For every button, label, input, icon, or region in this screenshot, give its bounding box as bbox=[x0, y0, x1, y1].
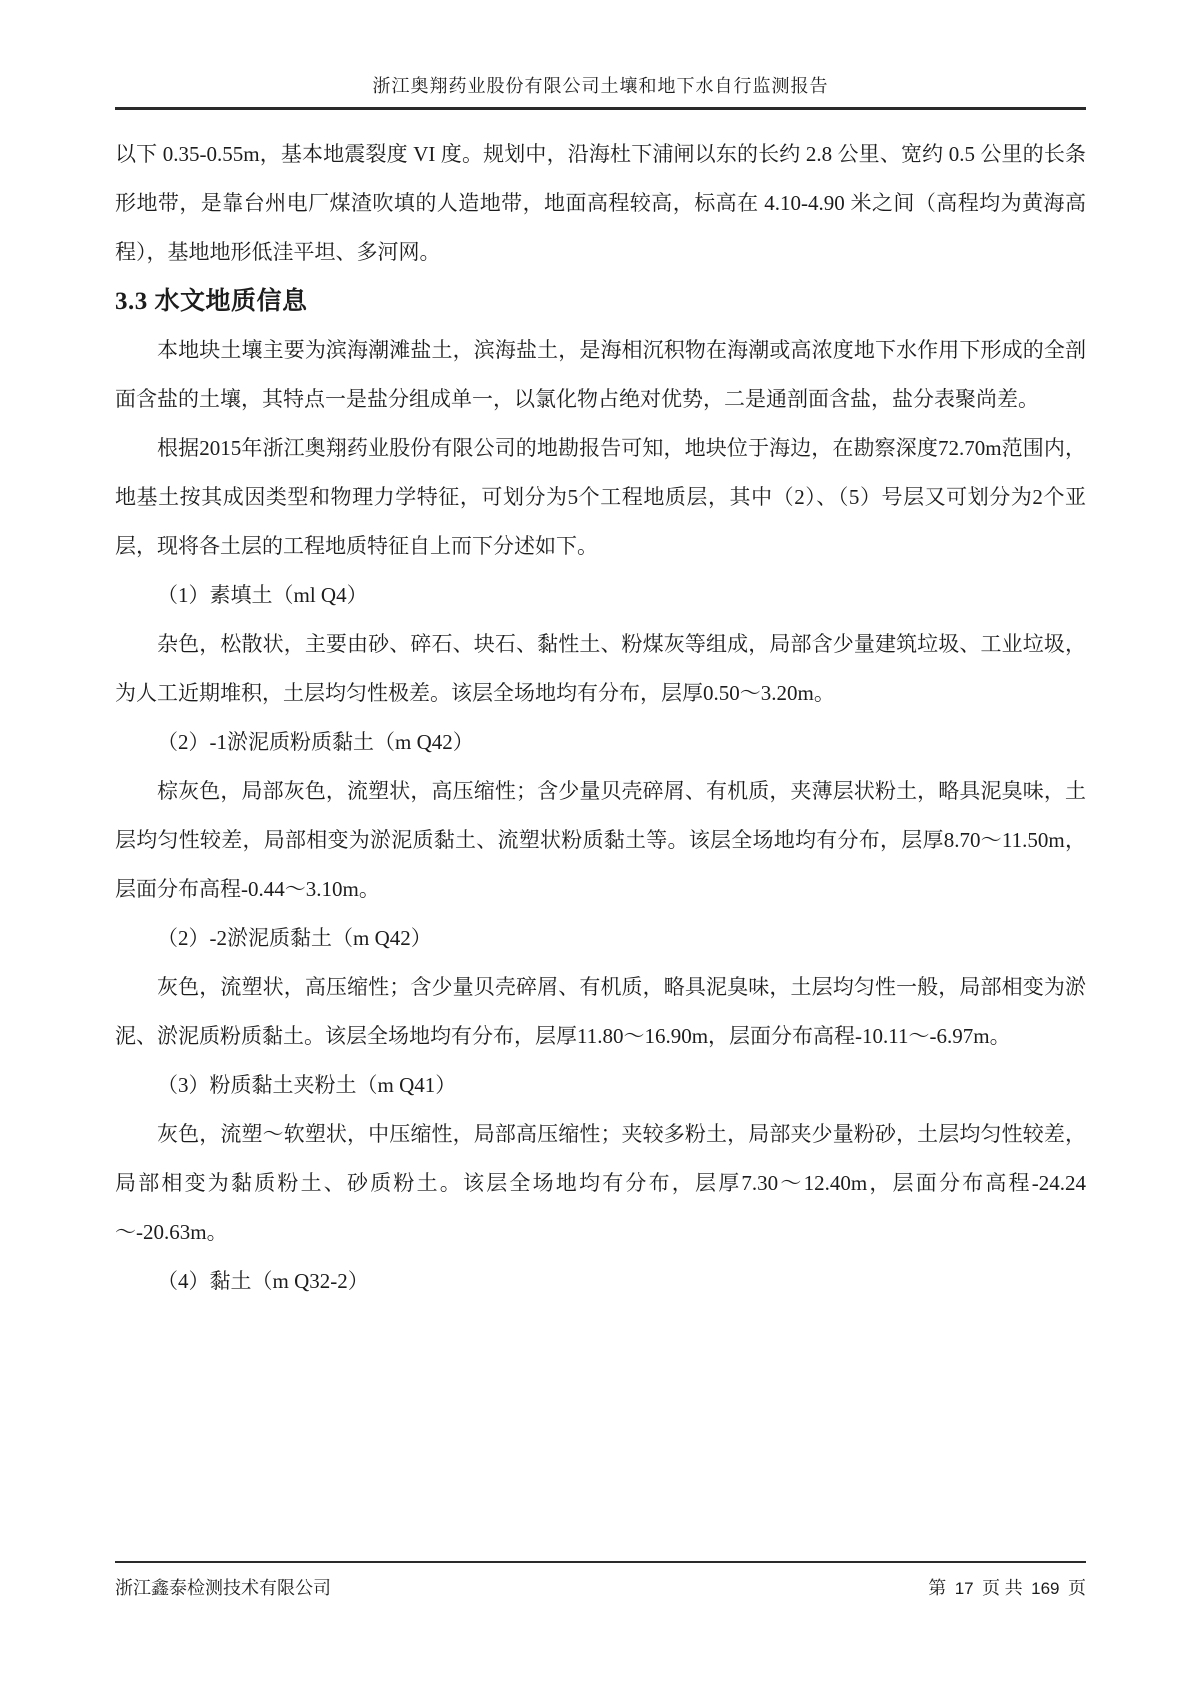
layer-heading-2-1: （2）-1淤泥质粉质黏土（m Q42） bbox=[157, 730, 474, 754]
page-footer bbox=[115, 1574, 1086, 1600]
footer-divider bbox=[115, 1561, 1086, 1563]
page-label-middle: 页 共 bbox=[982, 1578, 1023, 1598]
footer-company-name: 浙江鑫泰检测技术有限公司 bbox=[115, 1578, 331, 1598]
intro-paragraph: 以下 0.35-0.55m，基本地震裂度 VI 度。规划中，沿海杜下浦闸以东的长约 2.8 公里、宽约 0.5 公里的长条形地带，是靠台州电厂煤渣吹填的人造地带，地面高程较高，标高在 4.10-4.90 米之间（高程均为黄海高程），基地地形低洼平坦、多河网。 bbox=[115, 142, 1086, 264]
layer-description-3: 灰色，流塑～软塑状，中压缩性，局部高压缩性；夹较多粉土，局部夹少量粉砂，土层均匀性较差，局部相变为黏质粉土、砂质粉土。该层全场地均有分布，层厚7.30～12.40m，层面分布高程-24.24～-20.63m。 bbox=[115, 1122, 1086, 1244]
layer-heading-3: （3）粉质黏土夹粉土（m Q41） bbox=[157, 1073, 457, 1097]
layer-description-1: 杂色，松散状，主要由砂、碎石、块石、黏性土、粉煤灰等组成，局部含少量建筑垃圾、工业垃圾，为人工近期堆积，土层均匀性极差。该层全场地均有分布，层厚0.50～3.20m。 bbox=[115, 632, 1086, 705]
layer-description-2-2: 灰色，流塑状，高压缩性；含少量贝壳碎屑、有机质，略具泥臭味，土层均匀性一般，局部相变为淤泥、淤泥质粉质黏土。该层全场地均有分布，层厚11.80～16.90m，层面分布高程-10.11～-6.97m。 bbox=[115, 975, 1086, 1048]
layer-heading-1: （1）素填土（ml Q4） bbox=[157, 583, 368, 607]
section-heading: 3.3 水文地质信息 bbox=[115, 288, 308, 315]
layer-description-2-1: 棕灰色，局部灰色，流塑状，高压缩性；含少量贝壳碎屑、有机质，夹薄层状粉土，略具泥臭味，土层均匀性较差，局部相变为淤泥质黏土、流塑状粉质黏土等。该层全场地均有分布，层厚8.70～11.50m，层面分布高程-0.44～3.10m。 bbox=[115, 779, 1086, 901]
page-label-suffix: 页 bbox=[1068, 1578, 1086, 1598]
footer-page-indicator bbox=[928, 1574, 1086, 1600]
document-body bbox=[115, 130, 1086, 1306]
current-page-number: 17 bbox=[954, 1579, 974, 1598]
layer-heading-4: （4）黏土（m Q32-2） bbox=[157, 1269, 369, 1293]
paragraph-soil-overview: 本地块土壤主要为滨海潮滩盐土，滨海盐土，是海相沉积物在海潮或高浓度地下水作用下形成的全剖面含盐的土壤，其特点一是盐分组成单一，以氯化物占绝对优势，二是通剖面含盐，盐分表聚尚差。 bbox=[115, 338, 1086, 411]
page-label-prefix: 第 bbox=[928, 1578, 947, 1598]
total-page-number: 169 bbox=[1031, 1579, 1060, 1598]
report-title: 浙江奥翔药业股份有限公司土壤和地下水自行监测报告 bbox=[372, 76, 829, 96]
page-header bbox=[115, 72, 1086, 110]
layer-heading-2-2: （2）-2淤泥质黏土（m Q42） bbox=[157, 926, 432, 950]
paragraph-geology-survey: 根据2015年浙江奥翔药业股份有限公司的地勘报告可知，地块位于海边，在勘察深度72.70m范围内，地基土按其成因类型和物理力学特征，可划分为5个工程地质层，其中（2）、（5）号层又可划分为2个亚层，现将各土层的工程地质特征自上而下分述如下。 bbox=[115, 436, 1086, 558]
